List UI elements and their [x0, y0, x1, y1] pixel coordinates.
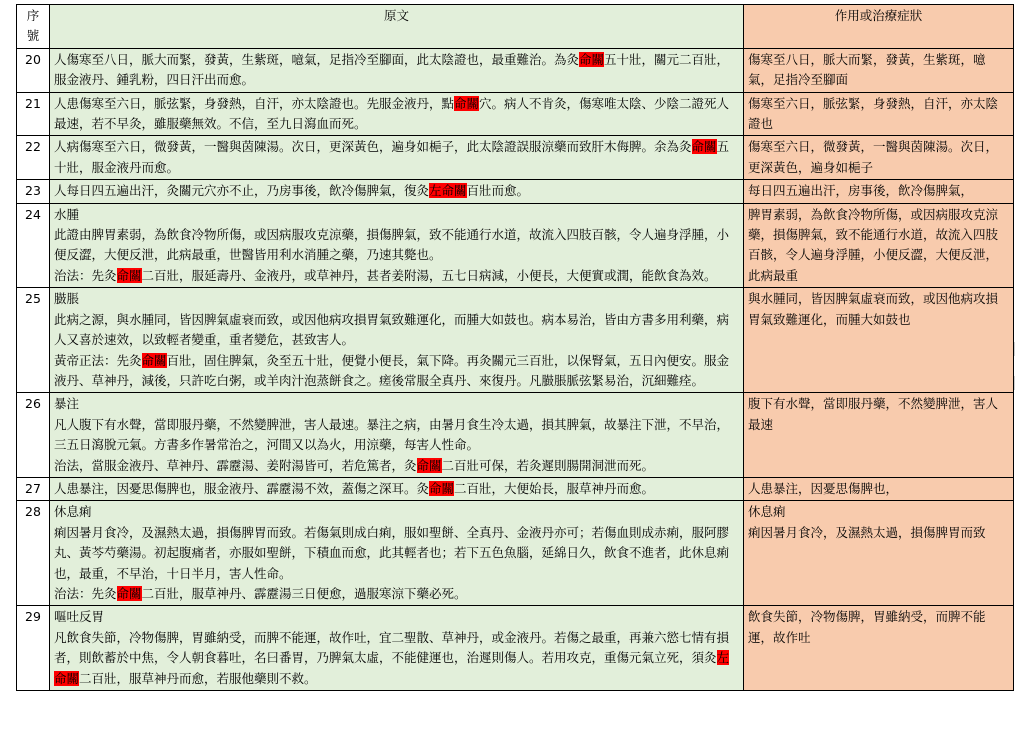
text-segment: 休息痢 [54, 504, 92, 520]
row-number-cell[interactable]: 29 [17, 606, 50, 691]
header-number[interactable]: 序號 [17, 5, 50, 49]
text-segment: 臌脹 [54, 291, 80, 307]
table-row [17, 180, 1014, 203]
row-number-cell[interactable]: 23 [17, 180, 50, 203]
text-line [54, 137, 739, 178]
effect-text: 傷寒至八日，脈大而緊，發黃，生紫斑，噫氣，足指冷至腳面 [748, 51, 986, 88]
table-row [17, 606, 1014, 691]
text-segment: 穴。病人不肯灸，傷寒唯太陰、少陰二證死人最速，若不早灸，雖服藥無效。不信，至九日瀉血而死。 [54, 95, 730, 132]
effect-cell[interactable] [744, 48, 1014, 92]
table-row [17, 48, 1014, 92]
text-line [54, 607, 739, 627]
text-segment: 五十壯，關元二百壯，服金液丹、鍾乳粉，四日汗出而愈。 [54, 51, 730, 88]
original-text-cell[interactable] [50, 477, 744, 500]
text-line [54, 523, 739, 584]
original-text-cell[interactable] [50, 92, 744, 136]
effect-text: 每日四五遍出汗，房事後，飲冷傷脾氣， [748, 183, 974, 199]
highlighted-acupoint: 左命關 [429, 183, 467, 199]
highlighted-acupoint: 命關 [429, 480, 455, 496]
original-text-cell[interactable] [50, 48, 744, 92]
highlighted-acupoint: 命關 [116, 585, 142, 601]
effect-text: 脾胃素弱，為飲食冷物所傷，或因病服攻克涼藥，損傷脾氣，致不能通行水道，故流入四肢百骸，令人遍身浮腫，小便反澀，大便反泄，此病最重 [748, 206, 999, 283]
text-line [54, 415, 739, 456]
text-segment: 暴注 [54, 396, 80, 412]
row-number-cell[interactable]: 27 [17, 477, 50, 500]
original-text-cell[interactable] [50, 180, 744, 203]
text-segment: 治法：先灸 [54, 585, 117, 601]
text-line [54, 266, 739, 286]
text-line [54, 394, 739, 414]
original-text-cell[interactable] [50, 606, 744, 691]
remedy-table [16, 4, 1014, 691]
text-segment: 人病傷寒至六日，微發黃，一醫與茵陳湯。次日，更深黃色，遍身如梔子，此太陰證誤服涼藥而致肝木侮脾。余為灸 [54, 139, 692, 155]
highlighted-acupoint: 命關 [579, 51, 605, 67]
effect-cell[interactable] [744, 606, 1014, 691]
text-line [54, 94, 739, 135]
highlighted-acupoint: 命關 [416, 457, 442, 473]
text-segment: 二百壯，服延壽丹、金液丹，或草神丹，甚者姜附湯，五七日病減，小便長，大便實或潤，能飲食為效。 [141, 267, 717, 283]
effect-text: 休息痢 [748, 504, 786, 520]
effect-cell[interactable] [744, 477, 1014, 500]
original-text-cell[interactable] [50, 393, 744, 478]
original-text-cell[interactable] [50, 501, 744, 606]
text-segment: 痢因暑月食冷，及濕熱太過，損傷脾胃而致。若傷氣則成白痢，服如聖餅、全真丹、金液丹亦可；若傷血則成赤痢，服阿膠丸、黃芩芍藥湯。初起腹痛者，亦服如聖餅，下積血而愈，此其輕者也；若下五色魚腦，延綿日久，飲食不進者，此休息痢也，最重，不早治，十日半月，害人性命。 [54, 524, 730, 581]
effect-cell[interactable] [744, 501, 1014, 606]
highlighted-acupoint: 左命關 [54, 650, 730, 686]
highlighted-acupoint: 命關 [141, 352, 167, 368]
text-line [54, 456, 739, 476]
text-segment: 百壯而愈。 [466, 183, 530, 199]
text-segment: 此病之源，與水腫同，皆因脾氣虛衰而致，或因他病攻損胃氣致難運化，而腫大如鼓也。病本易治，皆由方書多用利藥，病人又喜於速效，以致輕者變重，重者變危，甚致害人。 [54, 311, 730, 348]
effect-text: 人患暴注，因憂思傷脾也， [748, 480, 899, 496]
text-line [54, 50, 739, 91]
effect-text: 腹下有水聲，當即服丹藥，不然變脾泄，害人最速 [748, 396, 999, 432]
text-segment: 二百壯，服草神丹而愈，若服他藥則不救。 [79, 670, 317, 686]
text-segment: 嘔吐反胃 [54, 609, 105, 625]
row-number-cell[interactable]: 25 [17, 288, 50, 393]
table-body [17, 48, 1014, 690]
text-segment: 人每日四五遍出汗，灸關元穴亦不止，乃房事後，飲冷傷脾氣，復灸 [54, 183, 430, 199]
table-row [17, 393, 1014, 478]
effect-cell[interactable] [744, 92, 1014, 136]
text-segment: 人患暴注，因憂思傷脾也，服金液丹、霹靂湯不效，蓋傷之深耳。灸 [54, 480, 430, 496]
row-number-cell[interactable]: 26 [17, 393, 50, 478]
text-segment: 水腫 [54, 206, 80, 222]
row-number-cell[interactable]: 24 [17, 203, 50, 288]
text-line [54, 181, 739, 201]
text-line [54, 628, 739, 689]
effect-cell[interactable] [744, 203, 1014, 288]
text-segment: 治法，當服金液丹、草神丹、霹靂湯、姜附湯皆可，若危篤者，灸 [54, 457, 417, 473]
scroll-marker [1014, 342, 1020, 356]
original-text-cell[interactable] [50, 288, 744, 393]
highlighted-acupoint: 命關 [116, 267, 142, 283]
row-number-cell[interactable]: 21 [17, 92, 50, 136]
text-line [54, 310, 739, 351]
table-row [17, 203, 1014, 288]
effect-cell[interactable] [744, 136, 1014, 180]
effect-cell[interactable] [744, 180, 1014, 203]
text-segment: 百壯，固住脾氣，灸至五十壯，便覺小便長，氣下降。再灸關元三百壯，以保腎氣，五日內便安。服金液丹、草神丹，減後，只許吃白粥，或羊肉汁泡蒸餅食之。瘥後常服全真丹、來復丹。凡臌脹脈弦緊易治，沉細難痊。 [54, 352, 730, 388]
header-effect[interactable]: 作用或治療症狀 [744, 5, 1014, 49]
effect-text: 與水腫同，皆因脾氣虛衰而致，或因他病攻損胃氣致難運化，而腫大如鼓也 [748, 291, 999, 327]
text-segment: 凡人腹下有水聲，當即服丹藥，不然變脾泄，害人最速。暴注之病，由暑月食生冷太過，損其脾氣，故暴注下泄，不早治，三五日瀉脫元氣。方書多作暑常治之，河間又以為火，用涼藥，每害人性命。 [54, 416, 730, 453]
scroll-marker [1014, 376, 1020, 390]
table-row [17, 477, 1014, 500]
text-line [54, 502, 739, 522]
effect-text: 傷寒至六日，脈弦緊，身發熱，自汗，亦太陰證也 [748, 95, 999, 132]
effect-text: 飲食失節，冷物傷脾，胃雖納受，而脾不能運，故作吐 [748, 609, 986, 645]
header-original-text[interactable]: 原文 [50, 5, 744, 49]
text-line [54, 584, 739, 604]
text-segment: 此證由脾胃素弱，為飲食冷物所傷，或因病服攻克涼藥，損傷脾氣，致不能通行水道，故流入四肢百骸，令人遍身浮腫，小便反澀，大便反泄，此病最重，世醫皆用利水消腫之藥，乃速其斃也。 [54, 227, 730, 263]
text-line [54, 479, 739, 499]
effect-cell[interactable] [744, 393, 1014, 478]
highlighted-acupoint: 命關 [454, 95, 480, 111]
original-text-cell[interactable] [50, 203, 744, 288]
text-segment: 二百壯，服草神丹、霹靂湯三日便愈，過服寒涼下藥必死。 [141, 585, 467, 601]
highlighted-acupoint: 命關 [691, 139, 717, 155]
effect-cell[interactable] [744, 288, 1014, 393]
text-line [54, 225, 739, 266]
text-segment: 二百壯，大便始長，服草神丹而愈。 [454, 480, 655, 496]
table-row [17, 92, 1014, 136]
effect-text: 痢因暑月食冷，及濕熱太過，損傷脾胃而致 [748, 524, 986, 540]
text-segment: 人傷寒至八日，脈大而緊，發黃，生紫斑，噫氣，足指冷至腳面，此太陰證也，最重難治。為灸 [54, 51, 580, 67]
header-row [17, 5, 1014, 49]
text-line [54, 205, 739, 225]
row-number-cell[interactable]: 22 [17, 136, 50, 180]
effect-text: 傷寒至六日，微發黃，一醫與茵陳湯。次日，更深黃色，遍身如梔子 [748, 139, 999, 175]
text-line [54, 351, 739, 392]
text-segment: 治法：先灸 [54, 267, 117, 283]
table-row [17, 136, 1014, 180]
text-segment: 黃帝正法：先灸 [54, 352, 142, 368]
table-row [17, 501, 1014, 606]
table-row [17, 288, 1014, 393]
text-segment: 五十壯，服金液丹而愈。 [54, 139, 730, 175]
row-number-cell[interactable]: 20 [17, 48, 50, 92]
text-segment: 二百壯可保，若灸遲則腸開洞泄而死。 [441, 457, 655, 473]
text-segment: 凡飲食失節，冷物傷脾，胃雖納受，而脾不能運，故作吐，宜二聖散、草神丹，或金液丹。若傷之最重，再兼六慾七情有損者，則飲蓄於中焦，令人朝食暮吐，名曰番胃，乃脾氣太虛，不能健運也，治遲則傷人。若用攻克，重傷元氣立死，須灸 [54, 629, 730, 666]
text-line [54, 289, 739, 309]
text-segment: 人患傷寒至六日，脈弦緊，身發熱，自汗，亦太陰證也。先服金液丹，點 [54, 95, 455, 111]
original-text-cell[interactable] [50, 136, 744, 180]
row-number-cell[interactable]: 28 [17, 501, 50, 606]
